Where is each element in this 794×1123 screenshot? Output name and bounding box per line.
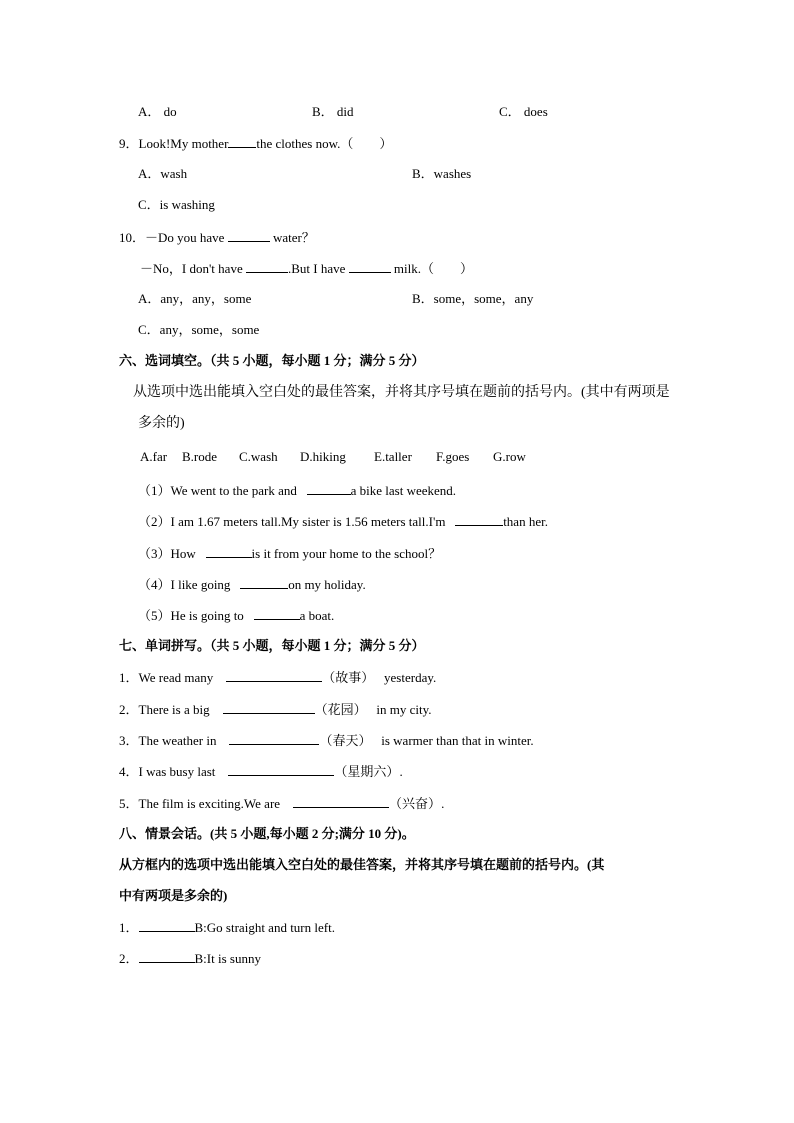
q10-option-b: B．some，some，any bbox=[412, 291, 534, 306]
item-text: （3）How bbox=[138, 546, 196, 561]
item-text: B:It is sunny bbox=[194, 951, 261, 966]
item-text: B:Go straight and turn left. bbox=[194, 920, 335, 935]
item-text: a boat. bbox=[299, 608, 335, 623]
q10-option-a: A．any，any，some bbox=[138, 291, 252, 306]
section6-item-4 bbox=[138, 576, 366, 593]
section7-item-1 bbox=[119, 669, 436, 686]
q10-blank-3[interactable] bbox=[349, 260, 391, 273]
section6-item-3 bbox=[138, 545, 441, 562]
item-text: a bike last weekend. bbox=[350, 483, 457, 498]
section8-instruction-2: 中有两项是多余的) bbox=[119, 888, 228, 903]
item-text: . bbox=[399, 764, 403, 779]
q10-line2-pre: －No，I don't have bbox=[140, 261, 243, 276]
section6-option: A.far bbox=[140, 449, 168, 464]
section6-blank-4[interactable] bbox=[240, 576, 288, 589]
q9-stem-pre: 9．Look!My mother bbox=[119, 136, 229, 151]
item-text: （1）We went to the park and bbox=[138, 483, 297, 498]
section7-item-2 bbox=[119, 701, 432, 718]
item-text: 4．I was busy last bbox=[119, 764, 216, 779]
q9-stem bbox=[119, 135, 392, 152]
section6-instruction-1: 从选项中选出能填入空白处的最佳答案，并将其序号填在题前的括号内。(其中有两项是 bbox=[133, 385, 670, 400]
section6-item-1 bbox=[138, 482, 456, 499]
item-text: 5．The film is exciting.We are bbox=[119, 796, 281, 811]
section6-option: D.hiking bbox=[300, 449, 346, 464]
section6-item-2 bbox=[138, 513, 548, 530]
q10-blank-2[interactable] bbox=[246, 260, 288, 273]
item-text: （5）He is going to bbox=[138, 608, 244, 623]
section7-item-5 bbox=[119, 795, 444, 812]
chinese-hint: （花园） bbox=[314, 702, 367, 717]
q9-option-c: C．is washing bbox=[138, 197, 215, 212]
item-text: yesterday. bbox=[384, 670, 437, 685]
q10-line2-mid: .But I have bbox=[287, 261, 346, 276]
section6-option: E.taller bbox=[374, 449, 412, 464]
q10-line1-pre: 10．－Do you have bbox=[119, 230, 225, 245]
section7-blank-2[interactable] bbox=[223, 701, 315, 714]
q8-option-a: A． do bbox=[138, 104, 177, 119]
item-text: than her. bbox=[503, 514, 548, 529]
chinese-hint: （兴奋） bbox=[389, 796, 442, 811]
section7-blank-1[interactable] bbox=[226, 669, 322, 682]
q10-line1-post: water？ bbox=[272, 230, 315, 245]
section6-blank-1[interactable] bbox=[307, 482, 351, 495]
item-number: 2． bbox=[119, 951, 139, 966]
section6-heading: 六、选词填空。（共 5 小题，每小题 1 分；满分 5 分） bbox=[119, 353, 425, 368]
item-text: on my holiday. bbox=[288, 577, 366, 592]
section6-item-5 bbox=[138, 607, 334, 624]
q10-line2-post: milk.（ ） bbox=[393, 261, 473, 276]
item-text: is it from your home to the school？ bbox=[251, 546, 442, 561]
section7-heading: 七、单词拼写。（共 5 小题，每小题 1 分；满分 5 分） bbox=[119, 638, 425, 653]
item-text: in my city. bbox=[376, 702, 432, 717]
section6-option: B.rode bbox=[182, 449, 218, 464]
section8-item-2 bbox=[119, 950, 261, 967]
item-text: . bbox=[441, 796, 445, 811]
q9-option-a: A．wash bbox=[138, 166, 188, 181]
section6-blank-3[interactable] bbox=[206, 545, 252, 558]
q10-option-c: C．any，some，some bbox=[138, 322, 260, 337]
chinese-hint: （春天） bbox=[319, 733, 372, 748]
section6-option: F.goes bbox=[436, 449, 470, 464]
item-number: 1． bbox=[119, 920, 139, 935]
section8-heading: 八、情景会话。(共 5 小题,每小题 2 分;满分 10 分)。 bbox=[119, 826, 415, 841]
section7-blank-4[interactable] bbox=[228, 763, 334, 776]
q10-blank-1[interactable] bbox=[228, 229, 270, 242]
section7-blank-3[interactable] bbox=[229, 732, 319, 745]
section6-blank-5[interactable] bbox=[254, 607, 300, 620]
chinese-hint: （故事） bbox=[322, 670, 375, 685]
section6-option: G.row bbox=[493, 449, 526, 464]
item-text: 2．There is a big bbox=[119, 702, 210, 717]
item-text: is warmer than that in winter. bbox=[381, 733, 534, 748]
section8-blank-1[interactable] bbox=[139, 919, 195, 932]
q9-stem-post: the clothes now.（ ） bbox=[256, 136, 393, 151]
section8-instruction-1: 从方框内的选项中选出能填入空白处的最佳答案，并将其序号填在题前的括号内。(其 bbox=[119, 857, 605, 872]
item-text: （4）I like going bbox=[138, 577, 231, 592]
q10-line1 bbox=[119, 229, 315, 246]
q8-option-b: B． did bbox=[312, 104, 354, 119]
section6-instruction-2: 多余的) bbox=[138, 416, 185, 431]
section8-item-1 bbox=[119, 919, 335, 936]
section7-blank-5[interactable] bbox=[293, 795, 389, 808]
q9-option-b: B．washes bbox=[412, 166, 472, 181]
section7-item-4 bbox=[119, 763, 403, 780]
q10-line2 bbox=[140, 260, 473, 277]
item-text: 1．We read many bbox=[119, 670, 214, 685]
q9-blank[interactable] bbox=[228, 135, 256, 148]
section6-option: C.wash bbox=[239, 449, 278, 464]
section8-blank-2[interactable] bbox=[139, 950, 195, 963]
item-text: 3．The weather in bbox=[119, 733, 217, 748]
chinese-hint: （星期六） bbox=[334, 764, 400, 779]
q8-option-c: C． does bbox=[499, 104, 548, 119]
section7-item-3 bbox=[119, 732, 534, 749]
item-text: （2）I am 1.67 meters tall.My sister is 1.56 meters tall.I'm bbox=[138, 514, 446, 529]
section6-blank-2[interactable] bbox=[455, 513, 503, 526]
